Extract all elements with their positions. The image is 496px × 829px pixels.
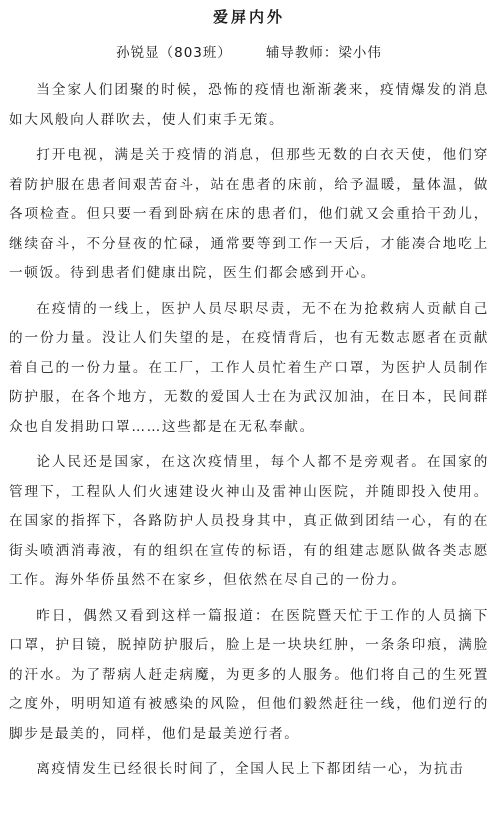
paragraph-4: 论人民还是国家，在这次疫情里，每个人都不是旁观者。在国家的管理下，工程队人们火速建设火神山及雷神山医院，并随即投入使用。在国家的指挥下，各路防护人员投身其中，真正做到团结一心，有的在街头喷洒消毒液，有的组织在宣传的标语，有的组建志愿队做各类志愿工作。海外华侨虽然不在家乡，但依然在尽自己的一份力。 [9,454,489,588]
author-name: 孙锐显（803班） [116,45,232,61]
teacher-name: 辅导教师：梁小伟 [265,45,382,61]
essay-title: 爱屏内外 [212,8,285,26]
paragraph-5: 昨日，偶然又看到这样一篇报道：在医院暨天忙于工作的人员摘下口罩，护目镜，脱掉防护服后，脸上是一块块红肿，一条条印痕，满脸的汗水。为了帮病人赶走病魔，为更多的人服务。他们将自己的生死置之度外，明明知道有被感染的风险，但他们毅然赶往一线，他们逆行的脚步是最美的，同样，他们是最美逆行者。 [9,607,489,742]
byline [9,42,489,64]
paragraph-6: 离疫情发生已经很长时间了，全国人民上下都团结一心，为抗击 [36,761,465,777]
paragraph-2: 打开电视，满是关于疫情的消息，但那些无数的白衣天使，他们穿着防护服在患者间艰苦奋斗，站在患者的床前，给予温暖，量体温，做各项检查。但只要一看到卧病在床的患者们，他们就又会重拾干劲儿，继续奋斗，不分昼夜的忙碌，通常要等到工作一天后，才能凑合地吃上一顿饭。待到患者们健康出院，医生们都会感到开心。 [9,147,489,281]
paragraph-1: 当全家人们团聚的时候，恐怖的疫情也渐渐袭来，疫情爆发的消息如大风般向人群吹去，使人们束手无策。 [9,82,489,128]
paragraph-3: 在疫情的一线上，医护人员尽职尽责，无不在为抢救病人贡献自己的一份力量。没让人们失望的是，在疫情背后，也有无数志愿者在贡献着自己的一份力量。在工厂，工作人员忙着生产口罩，为医护人员制作防护服，在各个地方，无数的爱国人士在为武汉加油，在日本，民间群众也自发捐助口罩……这些都是在无私奉献。 [9,300,489,435]
